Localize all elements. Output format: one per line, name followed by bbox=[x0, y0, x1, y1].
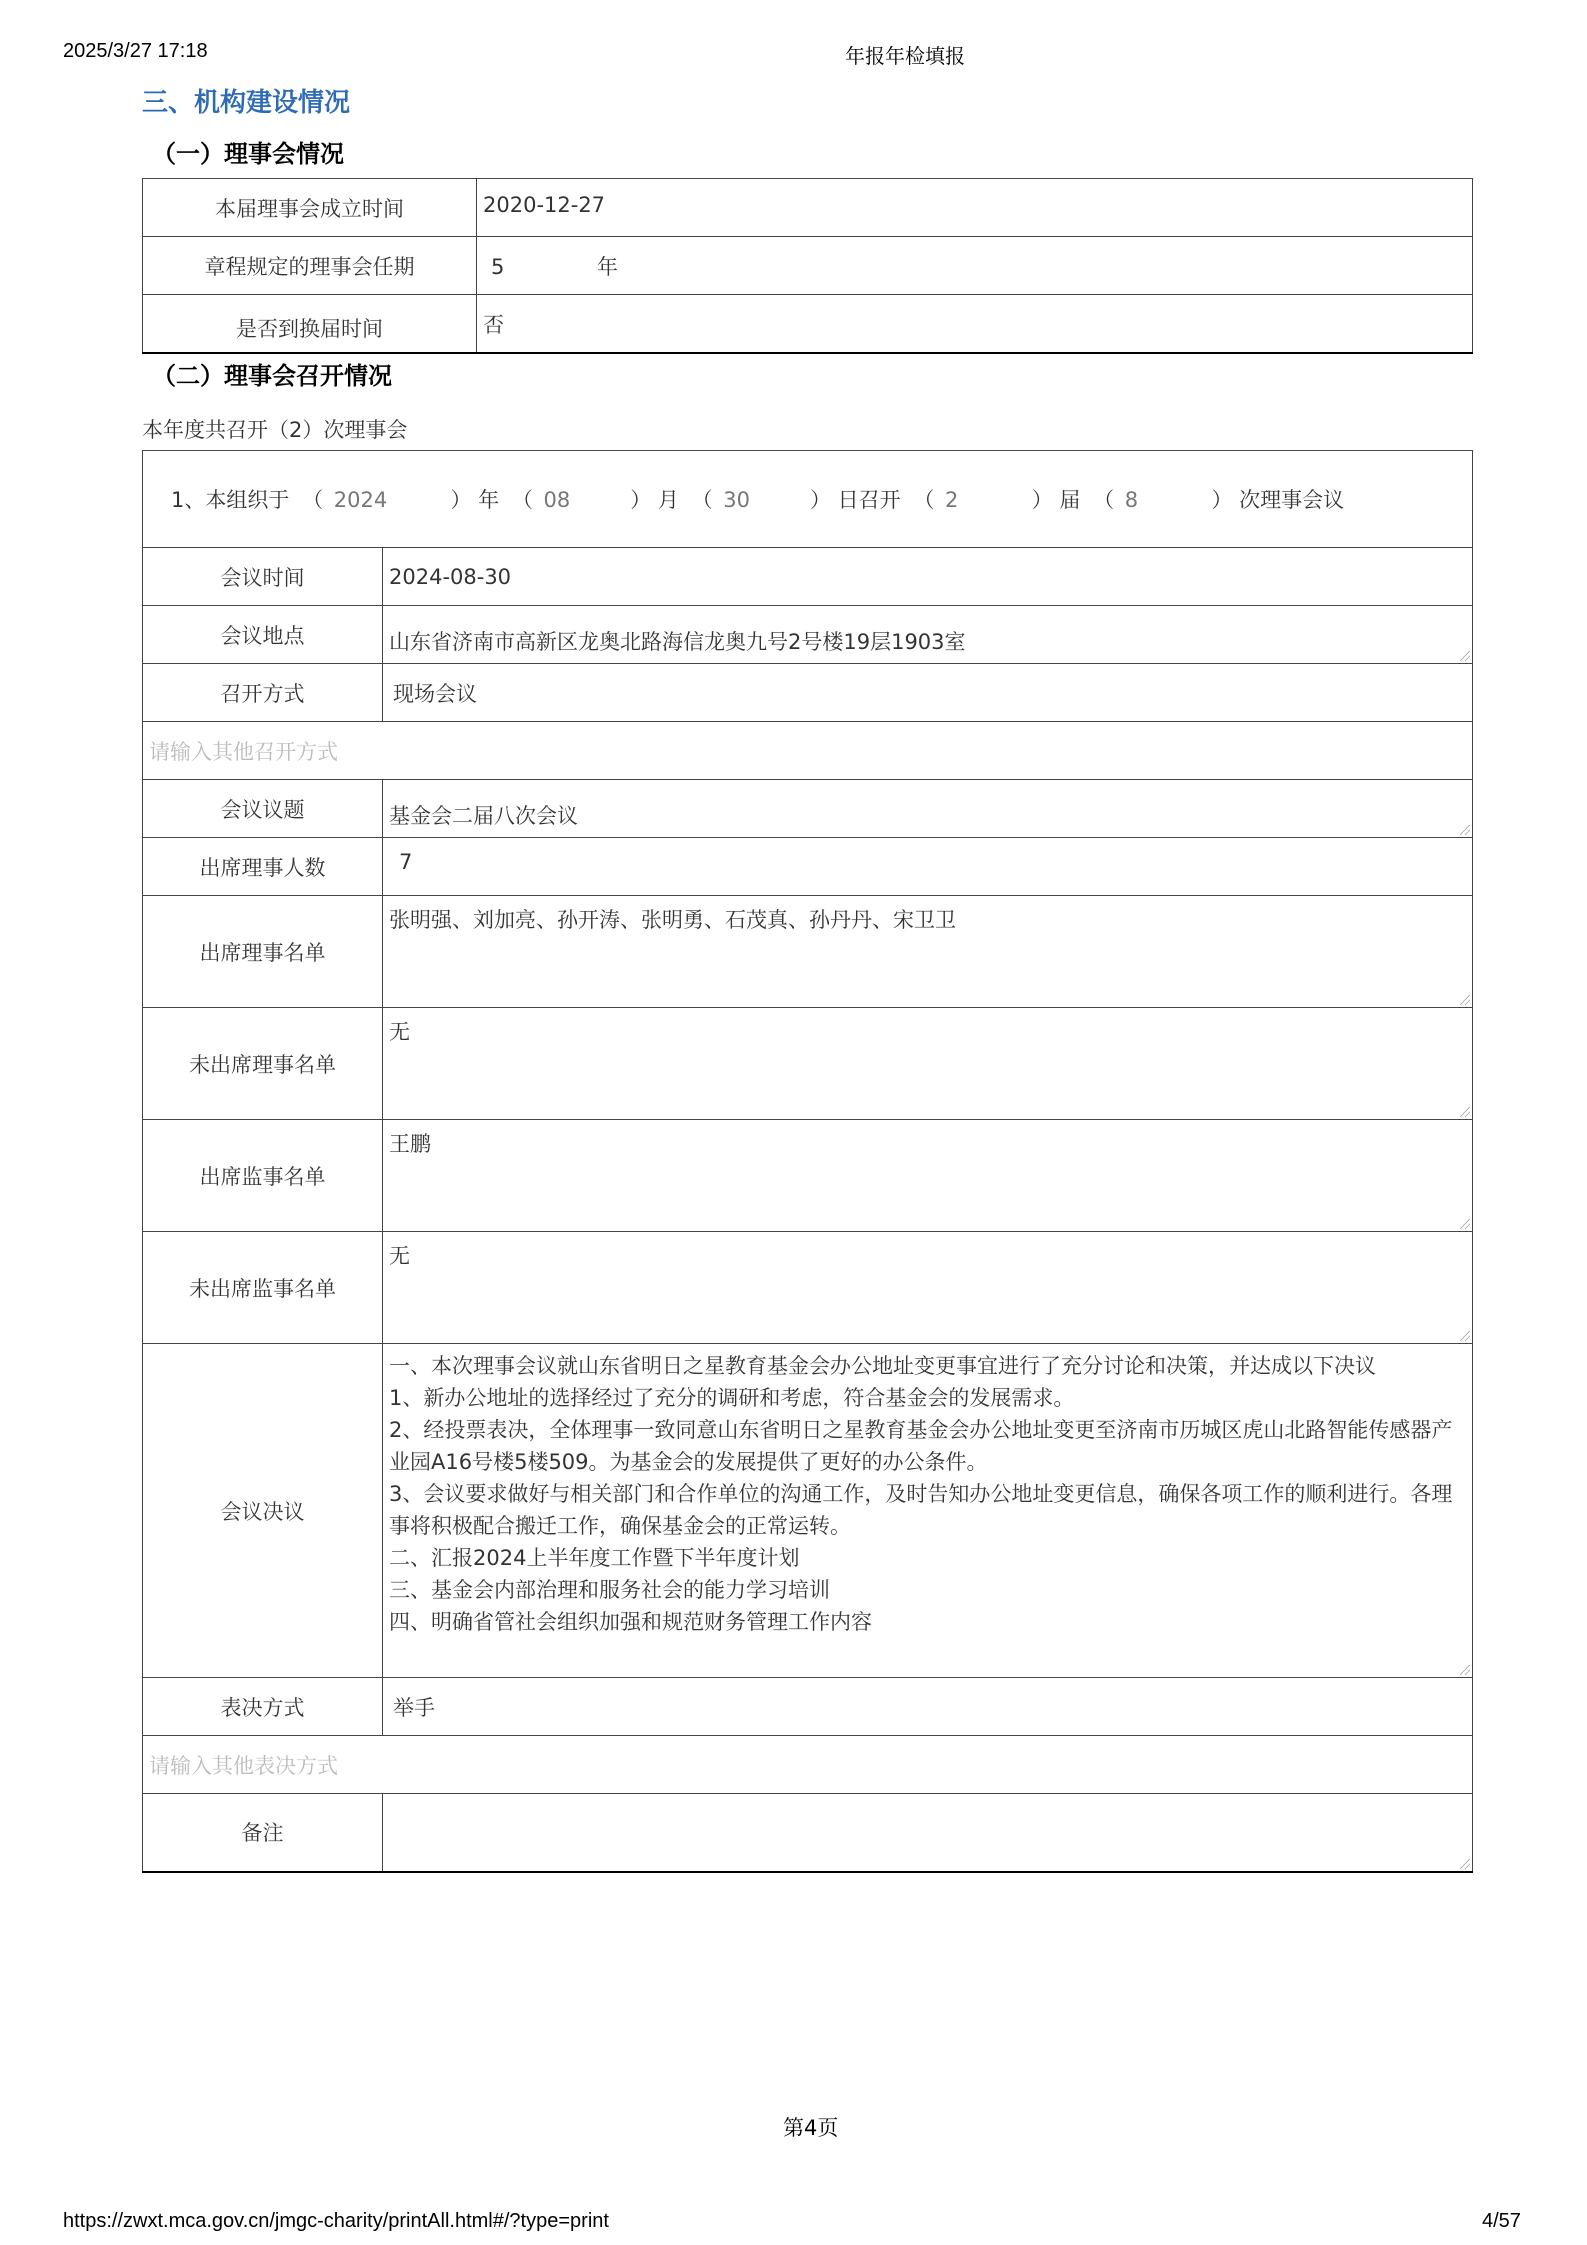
resolution-line: 一、本次理事会议就山东省明日之星教育基金会办公地址变更事宜进行了充分讨论和决策，并达成以下决议 bbox=[389, 1354, 1376, 1378]
resize-grip-icon[interactable] bbox=[1460, 1331, 1470, 1341]
session-input[interactable]: 2 bbox=[945, 488, 959, 512]
absent-supervisors-value: 无 bbox=[389, 1244, 410, 1268]
other-mode-input[interactable]: 请输入其他召开方式 bbox=[143, 722, 1473, 780]
meeting-topic-value: 基金会二届八次会议 bbox=[389, 803, 578, 828]
renewal-value[interactable]: 否 bbox=[477, 295, 1473, 353]
meeting-row-topic bbox=[143, 780, 1473, 838]
sentence-prefix: 1、本组织于 bbox=[171, 488, 290, 512]
supervisors-value: 王鹏 bbox=[389, 1132, 431, 1156]
resolution-text bbox=[389, 1344, 1472, 1638]
meeting-row-attend-list bbox=[143, 896, 1473, 1008]
paren-open: （ bbox=[1093, 488, 1115, 512]
resize-grip-icon[interactable] bbox=[1460, 1219, 1470, 1229]
meeting-row-resolution bbox=[143, 1344, 1473, 1678]
meeting-sentence bbox=[143, 451, 1473, 548]
paren-open: （ bbox=[511, 488, 533, 512]
board-row-renewal bbox=[143, 295, 1473, 353]
term-unit: 年 bbox=[597, 254, 618, 279]
term-cell bbox=[477, 237, 1473, 295]
meeting-row-attend-count bbox=[143, 838, 1473, 896]
remark-label: 备注 bbox=[143, 1794, 383, 1872]
day-input[interactable]: 30 bbox=[723, 488, 750, 512]
absent-list-label: 未出席理事名单 bbox=[143, 1008, 383, 1120]
paren-close: ） bbox=[1031, 488, 1053, 512]
print-url: https://zwxt.mca.gov.cn/jmgc-charity/printAll.html#/?type=print bbox=[63, 2210, 609, 2232]
attend-count-value[interactable]: 7 bbox=[383, 838, 1473, 896]
absent-list-field[interactable] bbox=[383, 1008, 1473, 1120]
meetings-summary: 本年度共召开（2）次理事会 bbox=[142, 418, 408, 442]
page-number: 第4页 bbox=[783, 2116, 839, 2140]
meeting-sentence-row bbox=[143, 451, 1473, 548]
meeting-topic-label: 会议议题 bbox=[143, 780, 383, 838]
meeting-mode-label: 召开方式 bbox=[143, 664, 383, 722]
page-count: 4/57 bbox=[1482, 2210, 1521, 2232]
board-title: （一）理事会情况 bbox=[152, 140, 344, 168]
attend-list-value: 张明强、刘加亮、孙开涛、张明勇、石茂真、孙丹丹、宋卫卫 bbox=[389, 908, 956, 932]
meetings-title: （二）理事会召开情况 bbox=[152, 362, 392, 390]
meeting-row-absent-list bbox=[143, 1008, 1473, 1120]
print-title: 年报年检填报 bbox=[845, 46, 965, 68]
attend-list-label: 出席理事名单 bbox=[143, 896, 383, 1008]
resize-grip-icon[interactable] bbox=[1460, 1665, 1470, 1675]
term-value[interactable]: 5 bbox=[491, 254, 505, 279]
paren-close: ） bbox=[630, 488, 652, 512]
established-label: 本届理事会成立时间 bbox=[143, 179, 477, 237]
supervisors-label: 出席监事名单 bbox=[143, 1120, 383, 1232]
paren-open: （ bbox=[302, 488, 324, 512]
meeting-row-other-vote bbox=[143, 1736, 1473, 1794]
board-table bbox=[142, 178, 1473, 354]
resolution-label: 会议决议 bbox=[143, 1344, 383, 1678]
meeting-time-value[interactable]: 2024-08-30 bbox=[383, 548, 1473, 606]
supervisors-field[interactable] bbox=[383, 1120, 1473, 1232]
board-row-established bbox=[143, 179, 1473, 237]
resize-grip-icon[interactable] bbox=[1460, 995, 1470, 1005]
meeting-row-other-mode bbox=[143, 722, 1473, 780]
meeting-row-remark bbox=[143, 1794, 1473, 1872]
meeting-place-value: 山东省济南市高新区龙奥北路海信龙奥九号2号楼19层1903室 bbox=[389, 629, 966, 654]
session-label: 届 bbox=[1059, 488, 1081, 512]
meeting-row-absent-supervisors bbox=[143, 1232, 1473, 1344]
resolution-field[interactable] bbox=[383, 1344, 1473, 1678]
meeting-row-mode bbox=[143, 664, 1473, 722]
day-label: 日召开 bbox=[837, 488, 901, 512]
paren-open: （ bbox=[913, 488, 935, 512]
meeting-place-label: 会议地点 bbox=[143, 606, 383, 664]
resize-grip-icon[interactable] bbox=[1460, 1107, 1470, 1117]
resize-grip-icon[interactable] bbox=[1460, 1859, 1470, 1869]
paren-close: ） bbox=[1211, 488, 1233, 512]
meeting-row-supervisors bbox=[143, 1120, 1473, 1232]
resolution-line: 四、明确省管社会组织加强和规范财务管理工作内容 bbox=[389, 1610, 872, 1634]
resolution-line: 二、汇报2024上半年度工作暨下半年度计划 bbox=[389, 1546, 800, 1570]
paren-open: （ bbox=[691, 488, 713, 512]
meeting-table bbox=[142, 450, 1473, 1873]
remark-field[interactable] bbox=[383, 1794, 1473, 1872]
count-label: 次理事会议 bbox=[1239, 488, 1345, 512]
vote-value[interactable]: 举手 bbox=[383, 1678, 1473, 1736]
resolution-line: 2、经投票表决，全体理事一致同意山东省明日之星教育基金会办公地址变更至济南市历城区虎山北路智能传感器产业园A16号楼5楼509。为基金会的发展提供了更好的办公条件。 bbox=[389, 1418, 1453, 1474]
absent-supervisors-label: 未出席监事名单 bbox=[143, 1232, 383, 1344]
paren-close: ） bbox=[450, 488, 472, 512]
resolution-line: 1、新办公地址的选择经过了充分的调研和考虑，符合基金会的发展需求。 bbox=[389, 1386, 1075, 1410]
meeting-time-label: 会议时间 bbox=[143, 548, 383, 606]
meeting-row-vote bbox=[143, 1678, 1473, 1736]
absent-list-value: 无 bbox=[389, 1020, 410, 1044]
term-label: 章程规定的理事会任期 bbox=[143, 237, 477, 295]
meeting-topic-field[interactable] bbox=[383, 780, 1473, 838]
resize-grip-icon[interactable] bbox=[1460, 651, 1470, 661]
resolution-line: 三、基金会内部治理和服务社会的能力学习培训 bbox=[389, 1578, 830, 1602]
resize-grip-icon[interactable] bbox=[1460, 825, 1470, 835]
resolution-line: 3、会议要求做好与相关部门和合作单位的沟通工作，及时告知办公地址变更信息，确保各项工作的顺利进行。各理事将积极配合搬迁工作，确保基金会的正常运转。 bbox=[389, 1482, 1453, 1538]
established-value[interactable]: 2020-12-27 bbox=[477, 179, 1473, 237]
attend-count-label: 出席理事人数 bbox=[143, 838, 383, 896]
meeting-place-field[interactable] bbox=[383, 606, 1473, 664]
renewal-label: 是否到换届时间 bbox=[143, 295, 477, 353]
print-datetime: 2025/3/27 17:18 bbox=[63, 40, 208, 62]
meeting-row-time bbox=[143, 548, 1473, 606]
meeting-mode-value[interactable]: 现场会议 bbox=[383, 664, 1473, 722]
count-input[interactable]: 8 bbox=[1124, 488, 1139, 512]
meeting-row-place bbox=[143, 606, 1473, 664]
month-label: 月 bbox=[657, 488, 679, 512]
attend-list-field[interactable] bbox=[383, 896, 1473, 1008]
other-vote-input[interactable]: 请输入其他表决方式 bbox=[143, 1736, 1473, 1794]
vote-label: 表决方式 bbox=[143, 1678, 383, 1736]
month-input[interactable]: 08 bbox=[543, 488, 571, 512]
paren-close: ） bbox=[809, 488, 831, 512]
board-row-term bbox=[143, 237, 1473, 295]
absent-supervisors-field[interactable] bbox=[383, 1232, 1473, 1344]
section-title: 三、机构建设情况 bbox=[142, 88, 351, 118]
year-input[interactable]: 2024 bbox=[333, 488, 388, 512]
year-label: 年 bbox=[478, 488, 500, 512]
